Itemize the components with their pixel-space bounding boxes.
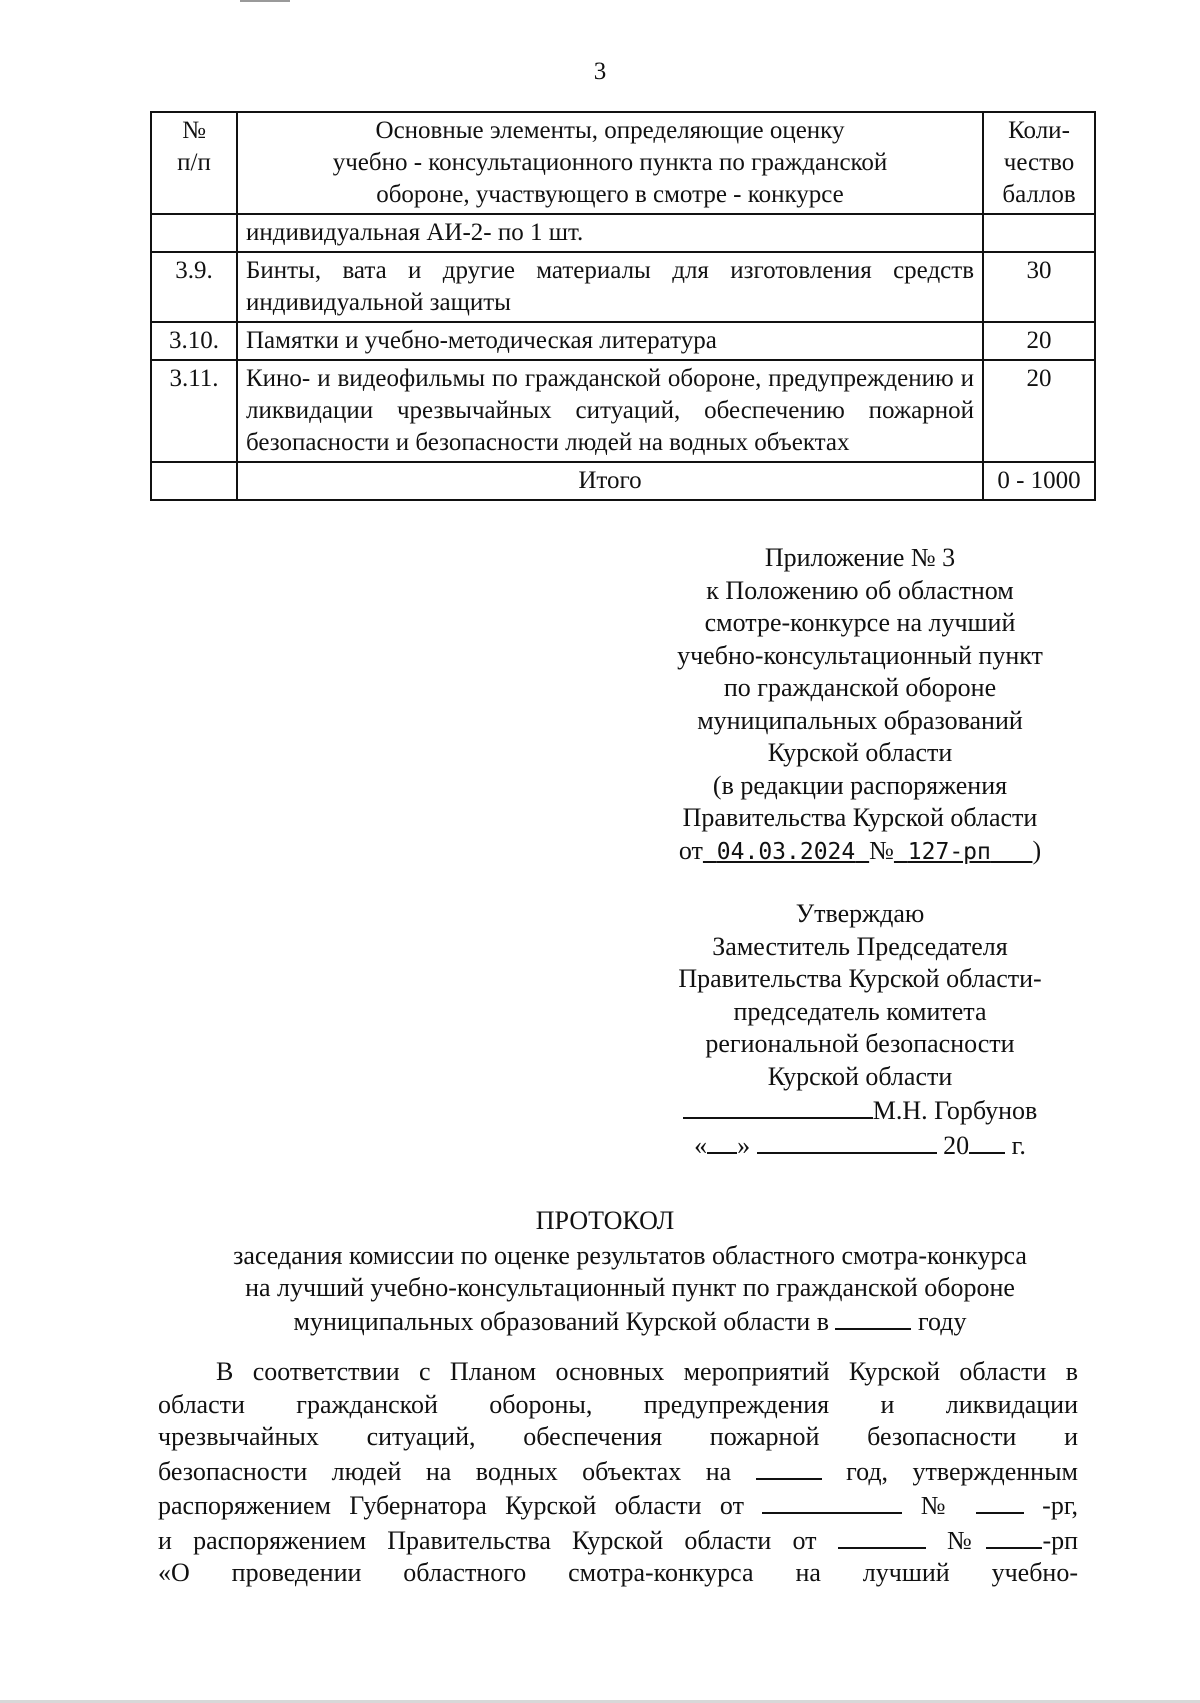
header-points-line: чество <box>1003 149 1075 176</box>
body-text: № <box>920 1491 958 1520</box>
document-number <box>894 839 1033 865</box>
number-blank <box>986 1523 1042 1549</box>
body-line: В соответствии с Планом основных мероприятий Курской области в <box>216 1357 1078 1386</box>
row-num: 3.9. <box>151 252 237 322</box>
year-blank <box>756 1454 822 1480</box>
row-points <box>983 214 1095 252</box>
body-text: -рг, <box>1042 1491 1079 1520</box>
approval-line: Заместитель Председателя <box>712 931 1008 961</box>
number-sign: № <box>869 835 894 865</box>
subtitle-text: муниципальных образований Курской области в <box>293 1307 829 1336</box>
quote-open: « <box>694 1130 708 1160</box>
approval-line: региональной безопасности <box>705 1029 1015 1058</box>
protocol-title: ПРОТОКОЛ <box>535 1206 675 1235</box>
appendix-line: смотре-конкурсе на лучший <box>704 608 1016 637</box>
body-text: год, утвержденным <box>846 1456 1079 1486</box>
table-header-row <box>151 112 1095 214</box>
appendix-line: муниципальных образований <box>697 705 1023 735</box>
body-text: -рп <box>1042 1525 1079 1555</box>
table-row <box>151 322 1095 360</box>
body-line <box>158 1454 1078 1489</box>
year-blank <box>835 1304 911 1330</box>
header-points <box>983 112 1095 214</box>
year-suffix: г. <box>1011 1130 1026 1160</box>
appendix-date-line <box>640 835 1080 869</box>
header-points-line: баллов <box>1002 181 1076 208</box>
appendix-block <box>640 542 1080 868</box>
table-row <box>151 252 1095 322</box>
total-num <box>151 462 237 500</box>
approval-line: Утверждаю <box>795 899 925 928</box>
month-blank <box>757 1128 937 1154</box>
body-text: распоряжением Губернатора Курской области от <box>158 1491 744 1520</box>
row-desc: Памятки и учебно-методическая литература <box>237 322 983 360</box>
quote-close: » <box>737 1130 751 1160</box>
signature-blank <box>683 1093 873 1119</box>
body-text: и распоряжением Правительства Курской области от <box>158 1525 817 1555</box>
document-date <box>703 839 869 865</box>
approval-date-line <box>640 1128 1080 1163</box>
table-row <box>151 360 1095 462</box>
appendix-line: Правительства Курской области <box>682 803 1038 832</box>
body-line: «О проведении областного смотра-конкурса на лучший учебно- <box>158 1558 1078 1587</box>
subtitle-line <box>180 1304 1080 1338</box>
subtitle-text: году <box>917 1307 967 1336</box>
total-points: 0 - 1000 <box>983 462 1095 500</box>
year-prefix: 20 <box>943 1130 970 1160</box>
header-desc-line: Основные элементы, определяющие оценку <box>375 117 845 144</box>
row-points: 20 <box>983 360 1095 462</box>
appendix-line: Приложение № 3 <box>764 543 956 572</box>
header-points-line: Коли- <box>1008 117 1070 144</box>
appendix-line: к Положению об областном <box>706 575 1014 605</box>
date-suffix: ) <box>1032 835 1042 865</box>
appendix-line: (в редакции распоряжения <box>712 770 1008 800</box>
protocol-subtitle <box>180 1240 1080 1338</box>
scan-artifact <box>240 0 290 2</box>
date-blank <box>838 1523 926 1549</box>
year-blank <box>969 1128 1005 1154</box>
table-row <box>151 214 1095 252</box>
criteria-table <box>150 111 1096 501</box>
header-num-line: п/п <box>177 149 211 176</box>
row-num <box>151 214 237 252</box>
subtitle-line: заседания комиссии по оценке результатов областного смотра-конкурса <box>233 1241 1027 1270</box>
subtitle-line: на лучший учебно-консультационный пункт по гражданской обороне <box>245 1273 1015 1302</box>
appendix-line: учебно-консультационный пункт <box>677 640 1043 670</box>
row-num: 3.11. <box>151 360 237 462</box>
row-num: 3.10. <box>151 322 237 360</box>
approval-line: Курской области <box>767 1061 953 1091</box>
header-num-line: № <box>182 117 206 144</box>
row-desc: Бинты, вата и другие материалы для изготовления средств индивидуальной защиты <box>237 252 983 322</box>
approval-line: председатель комитета <box>733 996 987 1026</box>
document-number-value: 127-рп <box>907 838 991 865</box>
body-line: чрезвычайных ситуаций, обеспечения пожарной безопасности и <box>158 1422 1078 1451</box>
signature-line <box>640 1093 1080 1128</box>
total-label: Итого <box>237 462 983 500</box>
header-desc <box>237 112 983 214</box>
header-desc-line: обороне, участвующего в смотре - конкурсе <box>376 181 844 208</box>
document-date-value: 04.03.2024 <box>716 838 856 865</box>
body-line <box>158 1488 1078 1523</box>
row-points: 30 <box>983 252 1095 322</box>
day-blank <box>707 1128 737 1154</box>
number-blank <box>976 1488 1024 1514</box>
approval-block <box>640 898 1080 1162</box>
body-line: области гражданской обороны, предупреждения и ликвидации <box>158 1389 1078 1419</box>
approval-line: Правительства Курской области- <box>678 964 1042 993</box>
date-prefix: от <box>678 835 703 865</box>
row-points: 20 <box>983 322 1095 360</box>
body-text: № <box>946 1525 987 1555</box>
body-paragraph <box>158 1356 1078 1590</box>
date-blank <box>762 1488 902 1514</box>
table-total-row <box>151 462 1095 500</box>
body-text: безопасности людей на водных объектах на <box>158 1456 732 1486</box>
header-desc-line: учебно - консультационного пункта по гражданской <box>332 149 888 176</box>
body-line <box>158 1523 1078 1558</box>
header-num <box>151 112 237 214</box>
row-desc: Кино- и видеофильмы по гражданской обороне, предупреждению и ликвидации чрезвычайных ситуаций, обеспечению пожарной безопасности и безопасности людей на водных объектах <box>237 360 983 462</box>
signatory-name: М.Н. Горбунов <box>872 1096 1038 1125</box>
appendix-line: по гражданской обороне <box>723 673 997 702</box>
appendix-line: Курской области <box>767 738 953 767</box>
row-desc: индивидуальная АИ-2- по 1 шт. <box>237 214 983 252</box>
page-number: 3 <box>593 58 607 85</box>
